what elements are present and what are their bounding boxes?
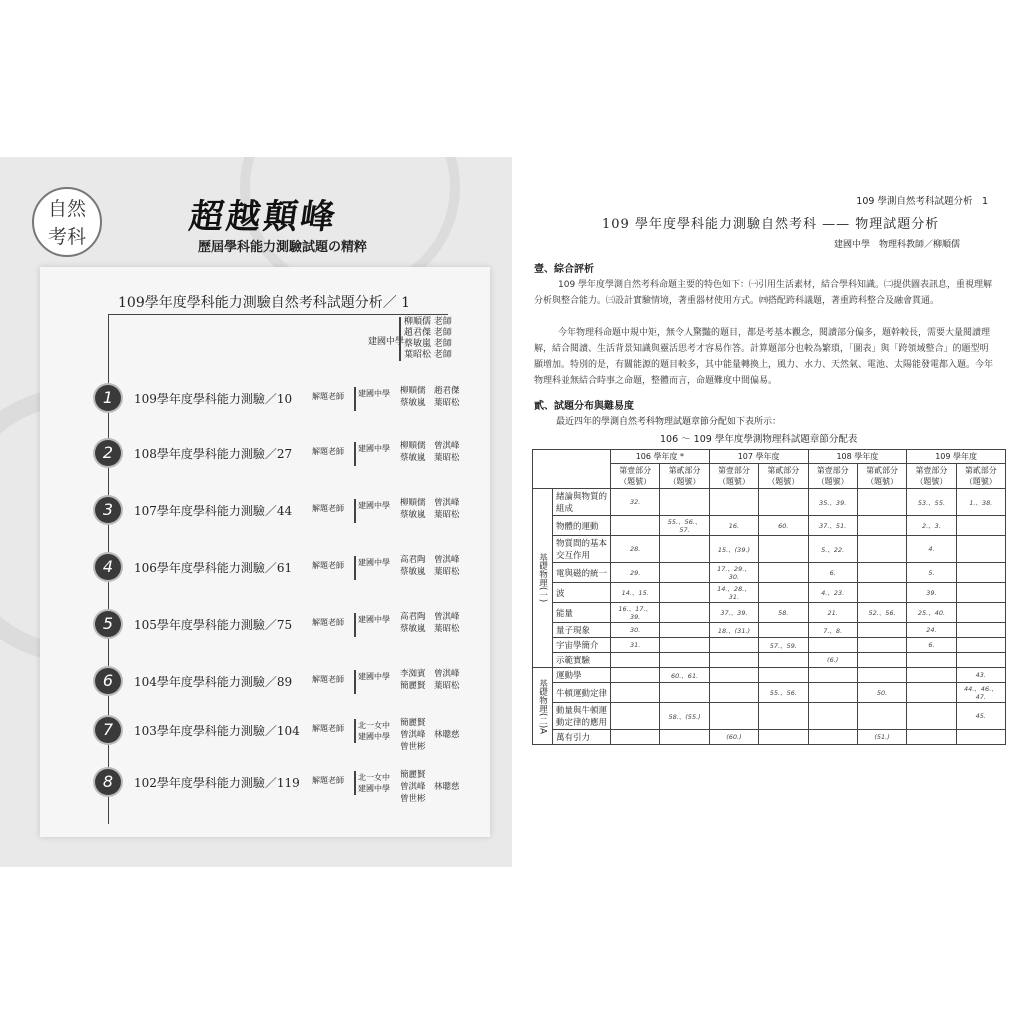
question-cell (709, 703, 758, 730)
question-cell: 17.、29.、30. (709, 563, 758, 583)
topic-cell: 物體的運動 (553, 516, 611, 536)
question-cell (956, 536, 1005, 563)
question-cell: 37.、39. (709, 603, 758, 623)
question-cell: (60.) (709, 730, 758, 745)
question-cell: 25.、40. (907, 603, 956, 623)
question-cell: 5.、22. (808, 536, 857, 563)
part-header: 第貳部分（題號） (660, 464, 709, 489)
table-row (533, 536, 1006, 563)
table-header-row (533, 450, 1006, 464)
question-cell (857, 583, 906, 603)
question-cell: 16. (709, 516, 758, 536)
question-cell (759, 563, 808, 583)
question-cell (709, 653, 758, 668)
question-cell (857, 536, 906, 563)
question-cell: 7.、8. (808, 623, 857, 638)
entry-title: 105學年度學科能力測驗／75 (134, 618, 293, 632)
question-cell (759, 668, 808, 683)
question-cell (907, 730, 956, 745)
table-row (533, 516, 1006, 536)
entry-number: 3 (95, 497, 121, 523)
question-cell: 2.、3. (907, 516, 956, 536)
entry-title: 106學年度學科能力測驗／61 (134, 561, 293, 575)
entry-title: 108學年度學科能力測驗／27 (134, 447, 293, 461)
question-cell: 35.、39. (808, 489, 857, 516)
question-cell (857, 516, 906, 536)
question-cell (759, 703, 808, 730)
entry-number: 2 (95, 440, 121, 466)
question-cell: 45. (956, 703, 1005, 730)
question-cell (808, 668, 857, 683)
divider (399, 317, 401, 361)
divider (108, 314, 448, 315)
entry-role: 解題老師 (312, 724, 344, 733)
question-cell (956, 730, 1005, 745)
entry-teachers: 簡麗賢 曾淇峰 林聰慈 曾世彬 (400, 770, 460, 804)
brand-subtitle: 歷屆學科能力測驗試題の精粹 (198, 240, 368, 255)
topic-cell: 運動學 (553, 668, 611, 683)
question-cell (660, 653, 709, 668)
toc-entry (0, 668, 512, 708)
toc-entry (0, 717, 512, 757)
question-cell: 53.、55. (907, 489, 956, 516)
question-cell (660, 563, 709, 583)
book-spread (0, 157, 1024, 867)
teacher: 葉昭松 老師 (404, 350, 452, 360)
question-cell (611, 653, 660, 668)
question-cell (759, 536, 808, 563)
table-row (533, 638, 1006, 653)
topic-cell: 動量與牛頓運動定律的應用 (553, 703, 611, 730)
table-row (533, 603, 1006, 623)
entry-number: 8 (95, 769, 121, 795)
topic-cell: 示範實驗 (553, 653, 611, 668)
question-cell: 16.、17.、39. (611, 603, 660, 623)
question-cell (808, 730, 857, 745)
topic-cell: 波 (553, 583, 611, 603)
question-cell: (6.) (808, 653, 857, 668)
entry-school: 建國中學 (358, 389, 390, 398)
question-cell: 6. (808, 563, 857, 583)
year-header: 109 學年度 (907, 450, 1006, 464)
question-cell: 50. (857, 683, 906, 703)
question-cell (759, 730, 808, 745)
question-cell (660, 638, 709, 653)
question-cell (956, 583, 1005, 603)
table-row (533, 668, 1006, 683)
left-page (0, 157, 512, 867)
question-cell (956, 516, 1005, 536)
entry-number: 4 (95, 554, 121, 580)
entry-role: 解題老師 (312, 776, 344, 785)
entry-school: 建國中學 (358, 444, 390, 453)
part-header: 第壹部分（題號） (709, 464, 758, 489)
part-header: 第貳部分（題號） (759, 464, 808, 489)
entry-school: 建國中學 (358, 501, 390, 510)
question-cell (660, 730, 709, 745)
topic-cell: 宇宙學簡介 (553, 638, 611, 653)
question-cell: 28. (611, 536, 660, 563)
question-cell: (51.) (857, 730, 906, 745)
question-cell (857, 623, 906, 638)
right-page (520, 157, 1024, 867)
document-title: 109 學年度學科能力測驗自然考科 —— 物理試題分析 (602, 217, 940, 232)
section-heading: 貳、試題分布與難易度 (534, 401, 634, 412)
question-cell: 60. (759, 516, 808, 536)
teacher: 柳順儒 老師 (404, 317, 452, 327)
question-cell: 39. (907, 583, 956, 603)
question-cell (759, 653, 808, 668)
question-cell: 52.、56. (857, 603, 906, 623)
subject-badge (32, 187, 102, 257)
question-cell: 14.、15. (611, 583, 660, 603)
question-cell (808, 683, 857, 703)
table-row (533, 583, 1006, 603)
question-cell (759, 583, 808, 603)
question-cell: 44.、46.、47. (956, 683, 1005, 703)
group-label: 基礎物理(二)A (533, 668, 553, 745)
toc-entry (0, 769, 512, 809)
paragraph: 109 學年度學測自然考科命題主要的特色如下：㈠引用生活素材，結合學科知識。㈡提供圖表訊息，重視理解分析與整合能力。㈢設計實驗情境，著重器材使用方式。㈣搭配跨科議題，著重跨科整合及融會貫通。 (534, 280, 993, 306)
group-label: 基礎物理(一) (533, 489, 553, 668)
entry-role: 解題老師 (312, 561, 344, 570)
topic-cell: 能量 (553, 603, 611, 623)
table-row (533, 703, 1006, 730)
brand-title: 超越顛峰 (186, 197, 341, 237)
question-cell (808, 638, 857, 653)
running-head: 109 學測自然考科試題分析 1 (856, 196, 988, 207)
question-cell (907, 653, 956, 668)
badge-line2: 考科 (47, 226, 86, 248)
question-cell: 31. (611, 638, 660, 653)
topic-cell: 電與磁的統一 (553, 563, 611, 583)
question-cell (857, 489, 906, 516)
question-cell (907, 703, 956, 730)
question-cell (611, 703, 660, 730)
entry-role: 解題老師 (312, 675, 344, 684)
divider (354, 499, 356, 523)
table-row (533, 563, 1006, 583)
entry-school: 建國中學 (358, 615, 390, 624)
question-cell: 4. (907, 536, 956, 563)
year-header: 108 學年度 (808, 450, 907, 464)
question-cell: 21. (808, 603, 857, 623)
entry-teachers: 柳順儒 曾淇峰 蔡敏嵐 葉昭松 (400, 498, 460, 520)
entry-number: 5 (95, 611, 121, 637)
question-cell (611, 683, 660, 703)
question-cell (857, 668, 906, 683)
teacher: 蔡敏嵐 老師 (404, 339, 452, 349)
topic-cell: 萬有引力 (553, 730, 611, 745)
question-cell: 58.、(55.) (660, 703, 709, 730)
entry-school: 北一女中 建國中學 (358, 721, 390, 741)
question-cell (660, 536, 709, 563)
part-header: 第貳部分（題號） (857, 464, 906, 489)
question-cell: 60.、61. (660, 668, 709, 683)
section-heading: 壹、綜合評析 (534, 264, 594, 275)
table-row (533, 653, 1006, 668)
divider (354, 719, 356, 743)
question-cell: 18.、(31.) (709, 623, 758, 638)
question-cell (759, 489, 808, 516)
topic-cell: 緒論與物質的組成 (553, 489, 611, 516)
divider (354, 442, 356, 466)
question-cell (907, 668, 956, 683)
question-cell (956, 623, 1005, 638)
header-school: 建國中學 (368, 337, 405, 347)
table-corner (533, 450, 611, 489)
entry-teachers: 高君陶 曾淇峰 蔡敏嵐 葉昭松 (400, 612, 460, 634)
entry-number: 6 (95, 668, 121, 694)
question-cell (660, 489, 709, 516)
entry-title: 102學年度學科能力測驗／119 (134, 776, 300, 790)
part-header: 第貳部分（題號） (956, 464, 1005, 489)
table-row (533, 489, 1006, 516)
paragraph: 今年物理科命題中規中矩，無令人驚豔的題目，都是考基本觀念，閱讀部分偏多，題幹較長，需要大量閱讀理解，結合閱讀、生活背景知識與靈活思考才容易作答。計算題部分也較為繁瑣，「圖表」與「跨領域整合」的題型明顯增加。特別的是，有關能源的題目較多，其中能量轉換上，風力、水力、天然氣、電池、太陽能發電都入題。今年物理科並無結合時事之命題，整體而言，命題難度中間偏易。 (534, 328, 994, 386)
badge-line1: 自然 (47, 198, 86, 220)
entry-teachers: 李洳賓 曾淇峰 簡麗賢 葉昭松 (400, 669, 460, 691)
question-cell (956, 638, 1005, 653)
question-cell (808, 703, 857, 730)
divider (354, 387, 356, 411)
divider (354, 670, 356, 694)
question-cell: 32. (611, 489, 660, 516)
question-cell: 37.、51. (808, 516, 857, 536)
question-cell (660, 623, 709, 638)
entry-role: 解題老師 (312, 392, 344, 401)
entry-school: 北一女中 建國中學 (358, 773, 390, 793)
question-cell: 15.、(39.) (709, 536, 758, 563)
question-cell (857, 563, 906, 583)
topic-cell: 物質間的基本交互作用 (553, 536, 611, 563)
question-cell: 30. (611, 623, 660, 638)
teacher: 趙君傑 老師 (404, 328, 452, 338)
question-cell: 57.、59. (759, 638, 808, 653)
question-cell: 14.、28.、31. (709, 583, 758, 603)
question-cell (660, 583, 709, 603)
question-cell (956, 563, 1005, 583)
entry-title: 109學年度學科能力測驗／10 (134, 392, 293, 406)
table-row (533, 730, 1006, 745)
question-cell (709, 489, 758, 516)
question-cell (857, 703, 906, 730)
toc-header-title: 109學年度學科能力測驗自然考科試題分析／ 1 (118, 295, 411, 311)
year-header: 107 學年度 (709, 450, 808, 464)
question-cell: 4.、23. (808, 583, 857, 603)
question-cell (611, 516, 660, 536)
part-header: 第壹部分（題號） (808, 464, 857, 489)
entry-school: 建國中學 (358, 672, 390, 681)
question-cell: 55.、56. (759, 683, 808, 703)
question-cell (759, 623, 808, 638)
question-cell: 58. (759, 603, 808, 623)
question-cell (956, 653, 1005, 668)
entry-number: 7 (95, 717, 121, 743)
question-cell (660, 683, 709, 703)
table-caption: 106 ～ 109 學年度學測物理科試題章節分配表 (660, 434, 858, 445)
question-cell (857, 653, 906, 668)
question-cell: 55.、56.、57. (660, 516, 709, 536)
distribution-table (532, 449, 1006, 745)
entry-teachers: 柳順儒 曾淇峰 蔡敏嵐 葉昭松 (400, 441, 460, 463)
question-cell: 6. (907, 638, 956, 653)
part-header: 第壹部分（題號） (611, 464, 660, 489)
entry-teachers: 簡麗賢 曾淇峰 林聰慈 曾世彬 (400, 718, 460, 752)
question-cell (956, 603, 1005, 623)
entry-school: 建國中學 (358, 558, 390, 567)
question-cell: 43. (956, 668, 1005, 683)
topic-cell: 牛頓運動定律 (553, 683, 611, 703)
question-cell (857, 638, 906, 653)
table-note: 最近四年的學測自然考科物理試題章節分配如下表所示： (556, 417, 782, 427)
question-cell: 5. (907, 563, 956, 583)
toc-entry (0, 554, 512, 594)
toc-entry (0, 497, 512, 537)
question-cell (709, 683, 758, 703)
question-cell (907, 683, 956, 703)
entry-title: 107學年度學科能力測驗／44 (134, 504, 293, 518)
question-cell: 29. (611, 563, 660, 583)
question-cell: 1.、38. (956, 489, 1005, 516)
table-row (533, 683, 1006, 703)
table-row (533, 623, 1006, 638)
entry-number: 1 (95, 385, 121, 411)
entry-teachers: 高君陶 曾淇峰 蔡敏嵐 葉昭松 (400, 555, 460, 577)
divider (354, 613, 356, 637)
question-cell (709, 638, 758, 653)
entry-role: 解題老師 (312, 618, 344, 627)
question-cell (709, 668, 758, 683)
toc-entry (0, 611, 512, 651)
question-cell: 24. (907, 623, 956, 638)
entry-role: 解題老師 (312, 447, 344, 456)
header-teachers (404, 317, 452, 361)
toc-entry (0, 440, 512, 480)
entry-role: 解題老師 (312, 504, 344, 513)
year-header: 106 學年度 * (611, 450, 710, 464)
part-header: 第壹部分（題號） (907, 464, 956, 489)
question-cell (611, 668, 660, 683)
entry-teachers: 柳順儒 趙君傑 蔡敏嵐 葉昭松 (400, 386, 460, 408)
divider (354, 556, 356, 580)
divider (354, 771, 356, 795)
question-cell (660, 603, 709, 623)
author-line: 建國中學 物理科教師／柳順儒 (834, 240, 961, 250)
question-cell (611, 730, 660, 745)
entry-title: 103學年度學科能力測驗／104 (134, 724, 300, 738)
topic-cell: 量子現象 (553, 623, 611, 638)
toc-entry (0, 385, 512, 425)
entry-title: 104學年度學科能力測驗／89 (134, 675, 293, 689)
